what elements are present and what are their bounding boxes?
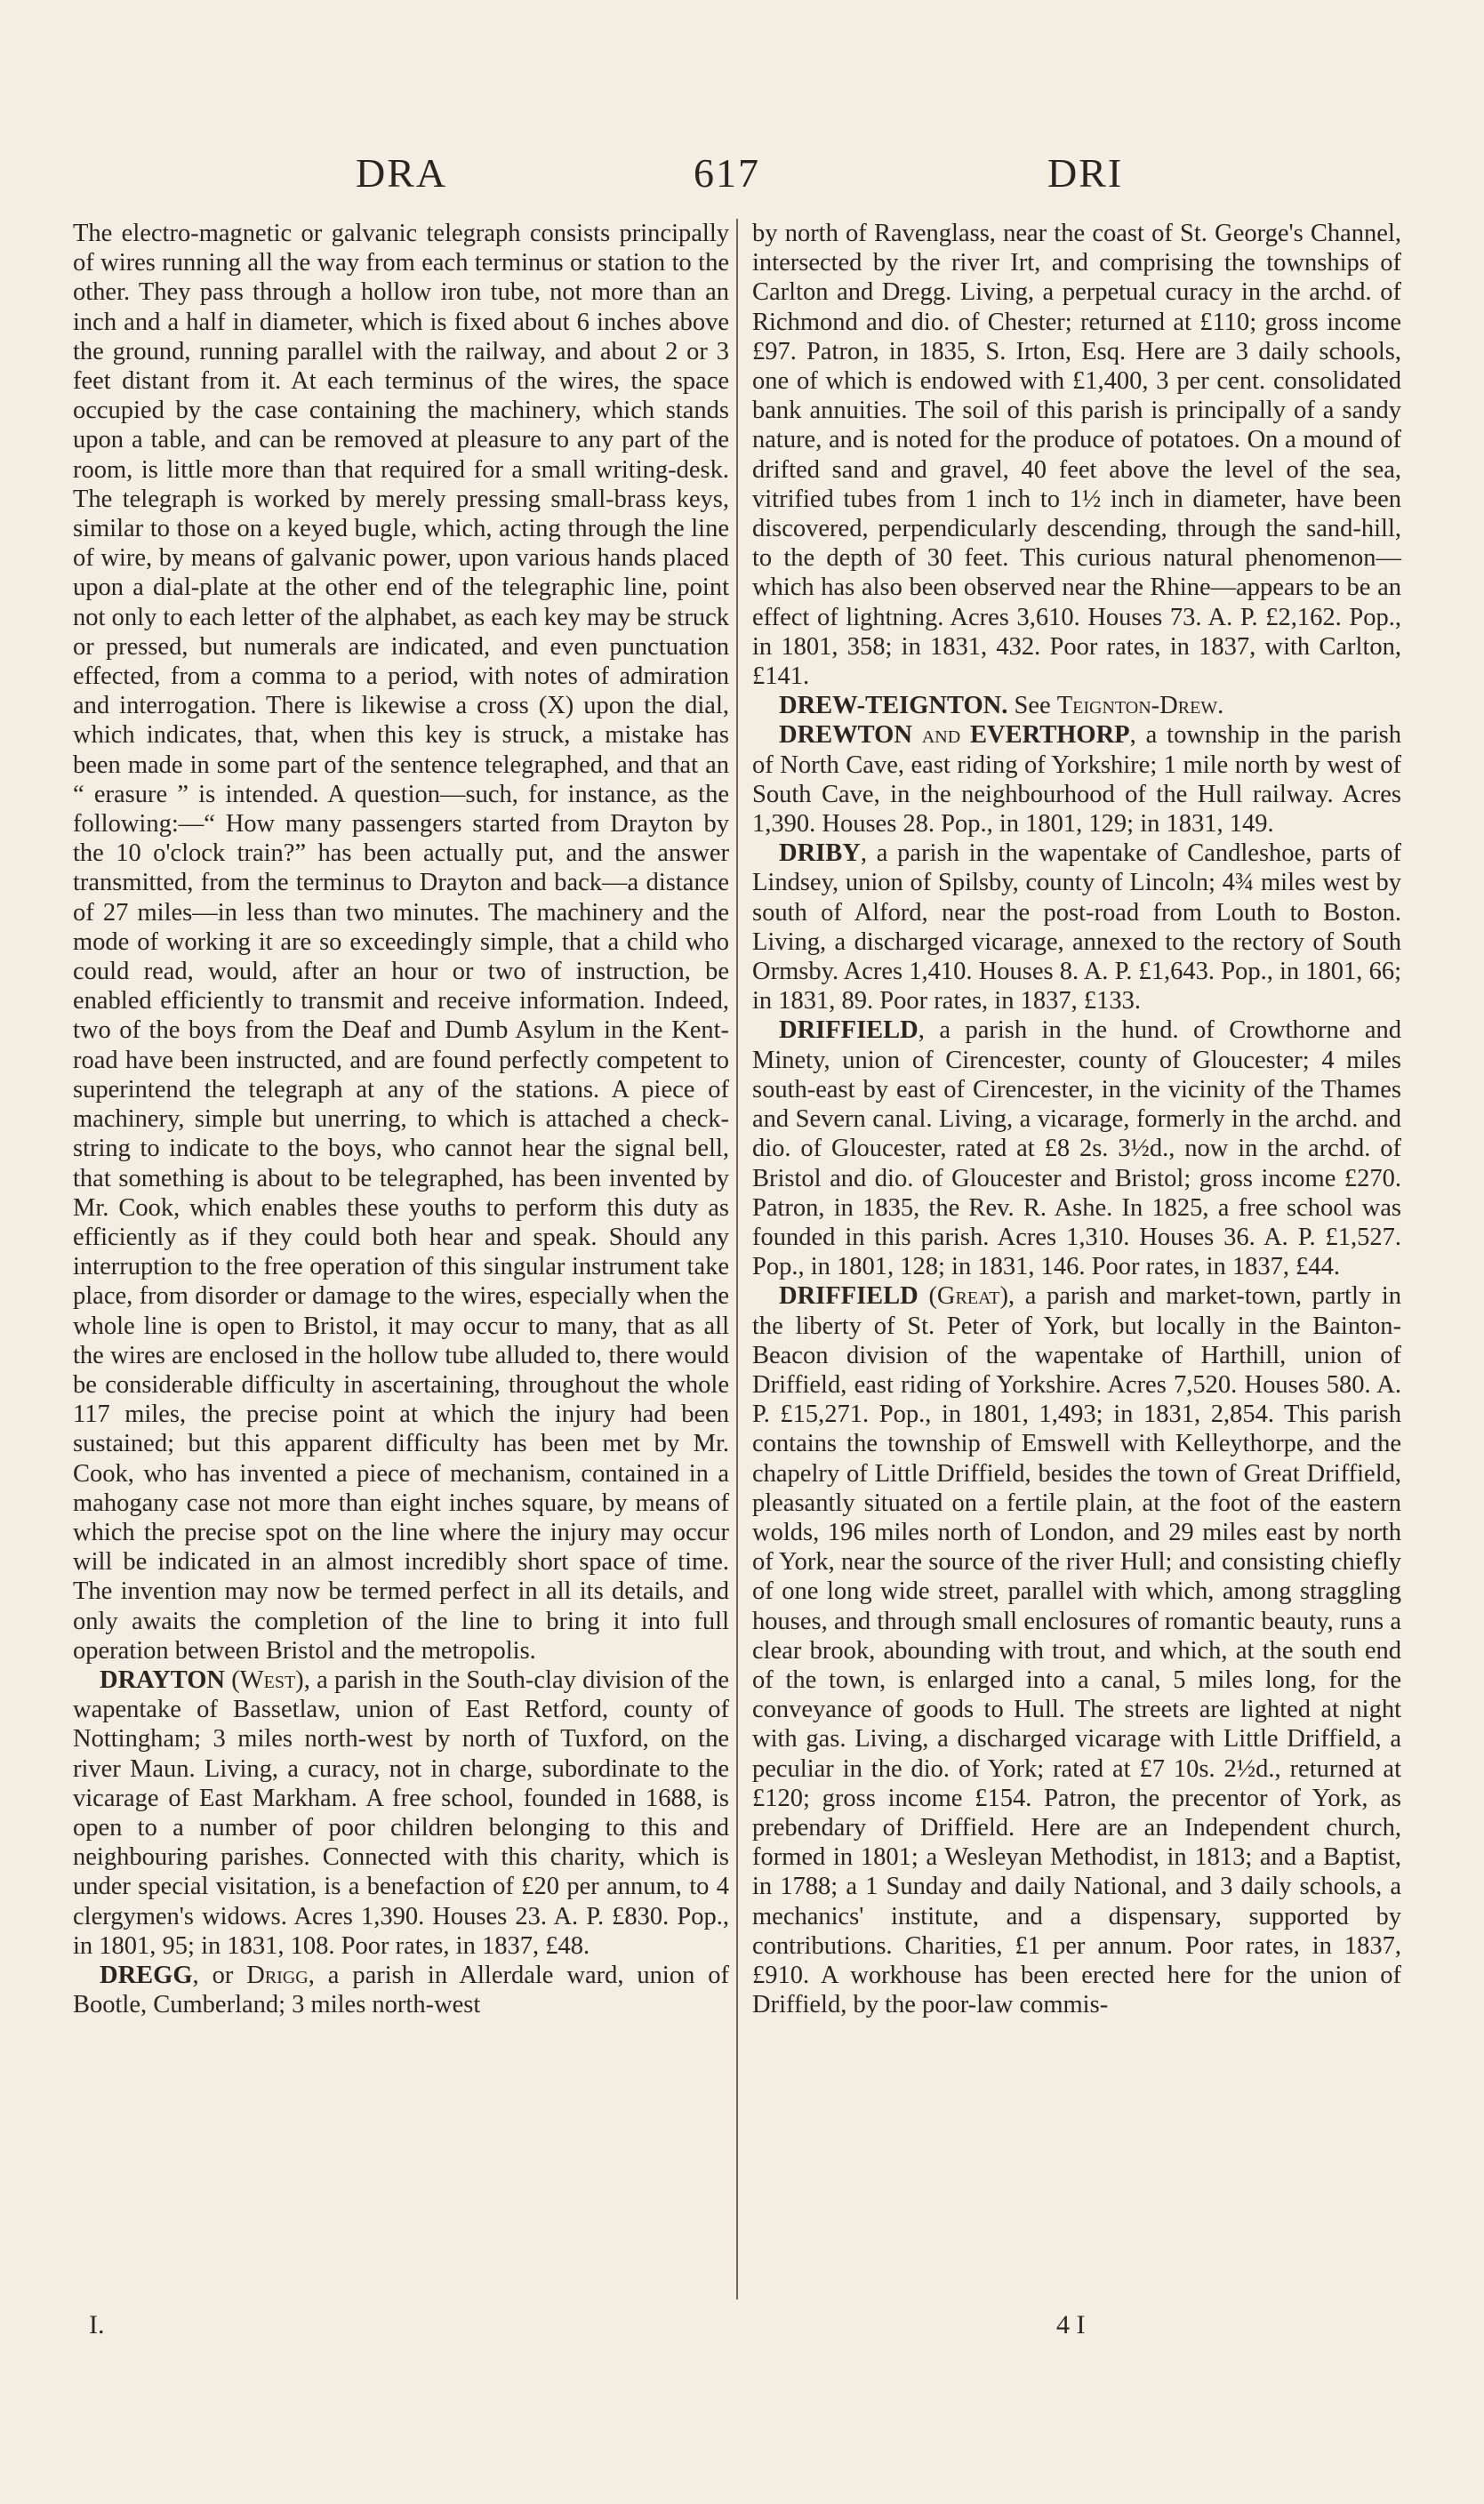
entry-headword-second: EVERTHORP <box>970 721 1130 750</box>
header-left-catchword: DRA <box>356 150 448 196</box>
entry-dregg-continued: by north of Ravenglass, near the coast of St. George's Channel, intersected by the river Irt, and comprising the townships of Carlton and Dregg. Living, a perpetual curacy in the archd. of Richmond and dio. of Chester; returned at £110; gross income £97. Patron, in 1835, S. Irton, Esq. Here are 3 daily schools, one of which is endowed with £1,400, 3 per cent. consolidated bank annuities. The soil of this parish is principally of a sandy nature, and is noted for the produce of potatoes. On a mound of drifted sand and gravel, 40 feet above the level of the sea, vitrified tubes from 1 inch to 1½ inch in diameter, have been discovered, perpendicularly descending, through the sand-hill, to the depth of 30 feet. This curious natural phenomenon—which has also been observed near the Rhine—appears to be an effect of lightning. Acres 3,610. Houses 73. A. P. £2,162. Pop., in 1801, 358; in 1831, 432. Poor rates, in 1837, with Carlton, £141. <box>752 220 1401 691</box>
entry-see: See <box>1007 692 1057 720</box>
entry-headword: DREWTON <box>779 721 912 750</box>
page-number: 617 <box>694 150 760 196</box>
entry-text: , a parish in the hund. of Crowthorne and Minety, union of Cirencester, county of Gloucester; 4 miles south-east by east of Cirencester, in the vicinity of the Thames and Severn canal. Living, a vicarage, formerly in the archd. and dio. of Gloucester, rated at £8 2s. 3½d., now in the archd. of Bristol and dio. of Gloucester and Bristol; gross income £270. Patron, in 1835, the Rev. R. Ashe. In 1825, a free school was founded in this parish. Acres 1,310. Houses 36. A. P. £1,527. Pop., in 1801, 128; in 1831, 146. Poor rates, in 1837, £44. <box>752 1016 1401 1281</box>
entry-alt-name: Drigg <box>246 1961 309 1989</box>
entry-headword: DRAYTON <box>100 1665 225 1694</box>
entry-driby <box>752 839 1401 1015</box>
entry-qualifier: (Great) <box>928 1282 1009 1311</box>
entry-connector: , or <box>192 1961 247 1989</box>
signature-mark-right: 4 I <box>1056 2310 1086 2339</box>
telegraph-paragraph: The electro-magnetic or galvanic telegraph consists principally of wires running all the way from each terminus or station to the other. They pass through a hollow iron tube, not more than an inch and a half in diameter, which is fixed about 6 inches above the ground, running parallel with the railway, and about 2 or 3 feet distant from it. At each terminus of the wires, the space occupied by the case containing the machinery, which stands upon a table, and can be removed at pleasure to any part of the room, is little more than that required for a small writing-desk. The telegraph is worked by merely pressing small-brass keys, similar to those on a keyed bugle, which, acting through the line of wire, by means of galvanic power, upon various hands placed upon a dial-plate at the other end of the telegraphic line, point not only to each letter of the alphabet, as each key may be struck or pressed, but numerals are indicated, and even punctuation effected, from a comma to a period, with notes of admiration and interrogation. There is likewise a cross (X) upon the dial, which indicates, that, when this key is struck, a mistake has been made in some part of the sentence telegraphed, and that an “ erasure ” is intended. A question—such, for instance, as the following:—“ How many passengers started from Drayton by the 10 o'clock train?” has been actually put, and the answer transmitted, from the terminus to Drayton and back—a distance of 27 miles—in less than two minutes. The machinery and the mode of working it are so exceedingly simple, that a child who could read, would, after an hour or two of instruction, be enabled efficiently to transmit and receive information. Indeed, two of the boys from the Deaf and Dumb Asylum in the Kent-road have been instructed, and are found perfectly competent to superintend the telegraph at any of the stations. A piece of machinery, simple but unerring, to which is attached a check-string to indicate to the boys, who cannot hear the signal bell, that something is about to be telegraphed, has been invented by Mr. Cook, which enables these youths to perform this duty as efficiently as if they could both hear and speak. Should any interruption to the free operation of this singular instrument take place, from disorder or damage to the wires, especially when the whole line is open to Bristol, it may occur to many, that as all the wires are enclosed in the hollow tube alluded to, there would be considerable difficulty in ascertaining, throughout the whole 117 miles, the precise point at which the injury had been sustained; but this apparent difficulty has been met by Mr. Cook, who has invented a piece of mechanism, contained in a mahogany case not more than eight inches square, by means of which the precise spot on the line where the injury may occur will be indicated in an almost incredibly short space of time. The invention may now be termed perfect in all its details, and only awaits the completion of the line to bring it into full operation between Bristol and the metropolis. <box>73 220 729 1665</box>
entry-headword: DRIFFIELD <box>779 1016 918 1045</box>
entry-cross-reference: Teignton-Drew. <box>1056 692 1224 720</box>
entry-headword: DREW-TEIGNTON. <box>779 692 1008 720</box>
entry-drewton <box>752 720 1401 839</box>
entry-driffield <box>752 1015 1401 1281</box>
header-right-catchword: DRI <box>1047 150 1124 196</box>
entry-headword: DREGG <box>100 1961 193 1989</box>
left-column <box>73 219 729 2019</box>
column-divider <box>736 219 738 2299</box>
entry-drayton-west <box>73 1665 729 1961</box>
entry-headword: DRIFFIELD <box>779 1282 918 1311</box>
entry-headword: DRIBY <box>779 839 861 868</box>
entry-driffield-great <box>752 1281 1401 2019</box>
entry-drew-teignton <box>752 691 1401 720</box>
entry-text: , a parish in the South-clay division of the wapentake of Bassetlaw, union of East Retford, county of Nottingham; 3 miles north-west by north of Tuxford, on the river Maun. Living, a curacy, not in charge, subordinate to the vicarage of East Markham. A free school, founded in 1688, is open to a number of poor children belonging to this and neighbouring parishes. Connected with this charity, which is under special visitation, is a benefaction of £20 per annum, to 4 clergymen's widows. Acres 1,390. Houses 23. A. P. £830. Pop., in 1801, 95; in 1831, 108. Poor rates, in 1837, £48. <box>73 1665 730 1960</box>
entry-text: , a parish and market-town, partly in the liberty of St. Peter of York, but locally in the Bainton-Beacon division of the wapentake of Harthill, union of Driffield, east riding of Yorkshire. Acres 7,520. Houses 580. A. P. £15,271. Pop., in 1801, 1,493; in 1831, 2,854. This parish contains the township of Emswell with Kelleythorpe, and the chapelry of Little Driffield, besides the town of Great Driffield, pleasantly situated on a fertile plain, at the foot of the eastern wolds, 196 miles north of London, and 29 miles east by north of York, near the source of the river Hull; and consisting chiefly of one long wide street, parallel with which, among straggling houses, and through small enclosures of romantic beauty, runs a clear brook, abounding with trout, and which, at the south end of the town, is enlarged into a canal, 5 miles long, for the conveyance of goods to Hull. The streets are lighted at night with gas. Living, a discharged vicarage with Little Driffield, a peculiar in the dio. of York; rated at £7 10s. 2½d., returned at £120; gross income £154. Patron, the precentor of York, as prebendary of Driffield. Here are an Independent church, formed in 1801; a Wesleyan Methodist, in 1813; and a Baptist, in 1788; a 1 Sunday and daily National, and 3 daily schools, a mechanics' institute, and a dispensary, supported by contributions. Charities, £1 per annum. Poor rates, in 1837, £910. A workhouse has been erected here for the union of Driffield, by the poor-law commis- <box>752 1282 1401 2019</box>
entry-qualifier: (West) <box>231 1665 304 1694</box>
entry-text: , a parish in the wapentake of Candleshoe, parts of Lindsey, union of Spilsby, county of Lincoln; 4¾ miles west by south of Alford, near the post-road from Louth to Boston. Living, a discharged vicarage, annexed to the rectory of South Ormsby. Acres 1,410. Houses 8. A. P. £1,643. Pop., in 1801, 66; in 1831, 89. Poor rates, in 1837, £133. <box>752 839 1401 1015</box>
entry-connector: and <box>911 721 971 750</box>
entry-text: , a parish in Allerdale ward, union of Bootle, Cumberland; 3 miles north-west <box>73 1961 729 2019</box>
right-column <box>752 219 1401 2019</box>
signature-mark-left: I. <box>89 2310 105 2339</box>
entry-dregg <box>73 1961 729 2019</box>
entry-text: , a township in the parish of North Cave, east riding of Yorkshire; 1 mile north by west of South Cave, in the neighbourhood of the Hull railway. Acres 1,390. Houses 28. Pop., in 1801, 129; in 1831, 149. <box>752 721 1401 839</box>
